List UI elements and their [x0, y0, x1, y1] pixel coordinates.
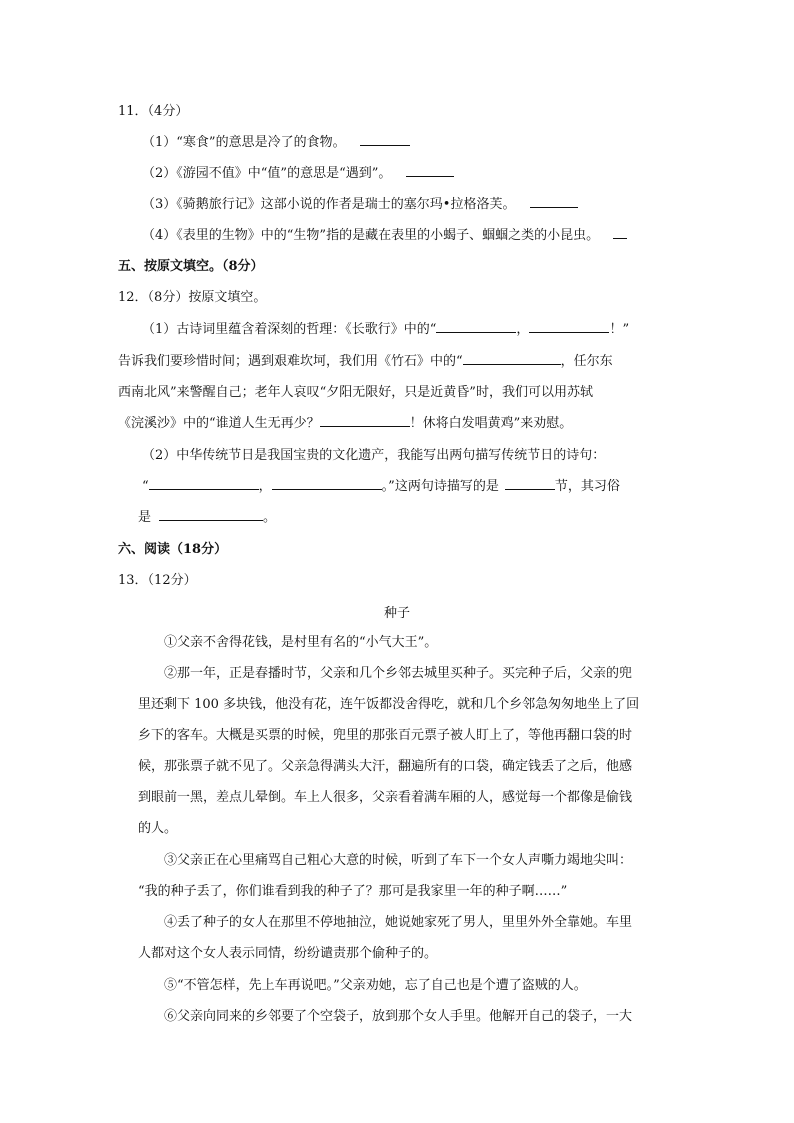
paragraph-line: “我的种子丢了，你们谁看到我的种子了？那可是我家里一年的种子啊……”: [138, 884, 568, 899]
passage-title: 种子: [383, 606, 410, 621]
text-segment: 《浣溪沙》中的“谁道人生无再少？: [118, 416, 320, 431]
text-segment: 是: [138, 510, 152, 525]
paragraph-6: ⑥父亲向同来的乡邻要了个空袋子，放到那个女人手里。他解开自己的袋子，一大: [164, 1009, 633, 1024]
answer-blank[interactable]: [529, 320, 609, 333]
text-segment: 节，其习俗: [554, 479, 620, 494]
answer-blank[interactable]: [159, 508, 263, 521]
text-segment: （1）古诗词里蕴含着深刻的哲理：《长歌行》中的“: [142, 322, 437, 337]
answer-blank[interactable]: [436, 320, 516, 333]
paragraph-line: ③父亲正在心里痛骂自己粗心大意的时候，听到了车下一个女人声嘶力竭地尖叫：: [164, 853, 633, 868]
q11-item-4: [142, 226, 627, 246]
section-6-heading: 六、阅读（18分）: [118, 542, 228, 557]
question-13-header: 13．（12分）: [118, 573, 197, 588]
q11-item-1: [142, 133, 410, 153]
text-segment: “: [142, 479, 149, 494]
q11-item-1-text: （1）“寒食”的意思是冷了的食物。: [142, 135, 346, 150]
text-segment: 。: [263, 510, 277, 525]
q12-p1-line3: 西南北风”来警醒自己；老年人哀叹“夕阳无限好，只是近黄昏”时，我们可以用苏轼: [118, 385, 593, 400]
text-segment: ！”: [609, 322, 630, 337]
q12-p2-line1: （2）中华传统节日是我国宝贵的文化遗产，我能写出两句描写传统节日的诗句：: [142, 448, 606, 463]
paragraph-line: 里还剩下 100 多块钱，他没有花，连午饭都没舍得吃，就和几个乡邻急匆匆地坐上了回: [138, 697, 640, 712]
q11-item-3-text: （3）《骑鹅旅行记》这部小说的作者是瑞士的塞尔玛•拉格洛芙。: [142, 197, 516, 212]
text-segment: 。”这两句诗描写的是: [381, 479, 499, 494]
answer-blank[interactable]: [530, 195, 578, 208]
text-segment: 告诉我们要珍惜时间；遇到艰难坎坷，我们用《竹石》中的“: [118, 354, 463, 369]
question-12-header: 12．（8分）按原文填空。: [118, 290, 267, 305]
q12-p2-line2: [142, 477, 620, 497]
paragraph-5: ⑤“不管怎样，先上车再说吧。”父亲劝她，忘了自己也是个遭了盗贼的人。: [164, 978, 587, 993]
answer-blank[interactable]: [613, 226, 627, 239]
text-segment: ，: [516, 322, 530, 337]
answer-blank[interactable]: [463, 352, 561, 365]
q12-p1-line2: [118, 352, 613, 372]
q12-p1-line4: [118, 414, 572, 434]
paragraph-line: 人都对这个女人表示同情，纷纷谴责那个偷种子的。: [138, 946, 438, 961]
q11-item-2-text: （2）《游园不值》中“值”的意思是“遇到”。: [142, 166, 392, 181]
answer-blank[interactable]: [272, 477, 382, 490]
answer-blank[interactable]: [320, 414, 410, 427]
q12-p2-line3: [138, 508, 276, 528]
paragraph-line: 候，那张票子就不见了。父亲急得满头大汗，翻遍所有的口袋，确定钱丢了之后，他感: [138, 759, 633, 774]
answer-blank[interactable]: [360, 133, 410, 146]
paragraph-line: ④丢了种子的女人在那里不停地抽泣，她说她家死了男人，里里外外全靠她。车里: [164, 915, 633, 930]
paragraph-line: 乡下的客车。大概是买票的时候，兜里的那张百元票子被人盯上了，等他再翻口袋的时: [138, 728, 633, 743]
answer-blank[interactable]: [149, 477, 259, 490]
text-segment: ，任尔东: [560, 354, 613, 369]
q11-item-4-text: （4）《表里的生物》中的“生物”指的是藏在表里的小蝎子、蝈蝈之类的小昆虫。: [142, 228, 600, 243]
question-11-header: 11．（4分）: [118, 104, 189, 119]
paragraph-1: ①父亲不舍得花钱，是村里有名的“小气大王”。: [164, 635, 438, 650]
paragraph-line: 到眼前一黑，差点儿晕倒。车上人很多，父亲看着满车厢的人，感觉每一个都像是偷钱: [138, 790, 633, 805]
q12-p1-line1: [142, 320, 629, 340]
paragraph-line: ②那一年，正是春播时节，父亲和几个乡邻去城里买种子。买完种子后，父亲的兜: [164, 666, 633, 681]
q11-item-2: [142, 164, 454, 184]
q11-item-3: [142, 195, 578, 215]
text-segment: ，: [258, 479, 272, 494]
text-segment: ！休将白发唱黄鸡”来劝慰。: [409, 416, 573, 431]
section-5-heading: 五、按原文填空。（8分）: [118, 259, 264, 274]
answer-blank[interactable]: [505, 477, 555, 490]
paragraph-line: 的人。: [138, 821, 178, 836]
answer-blank[interactable]: [406, 164, 454, 177]
